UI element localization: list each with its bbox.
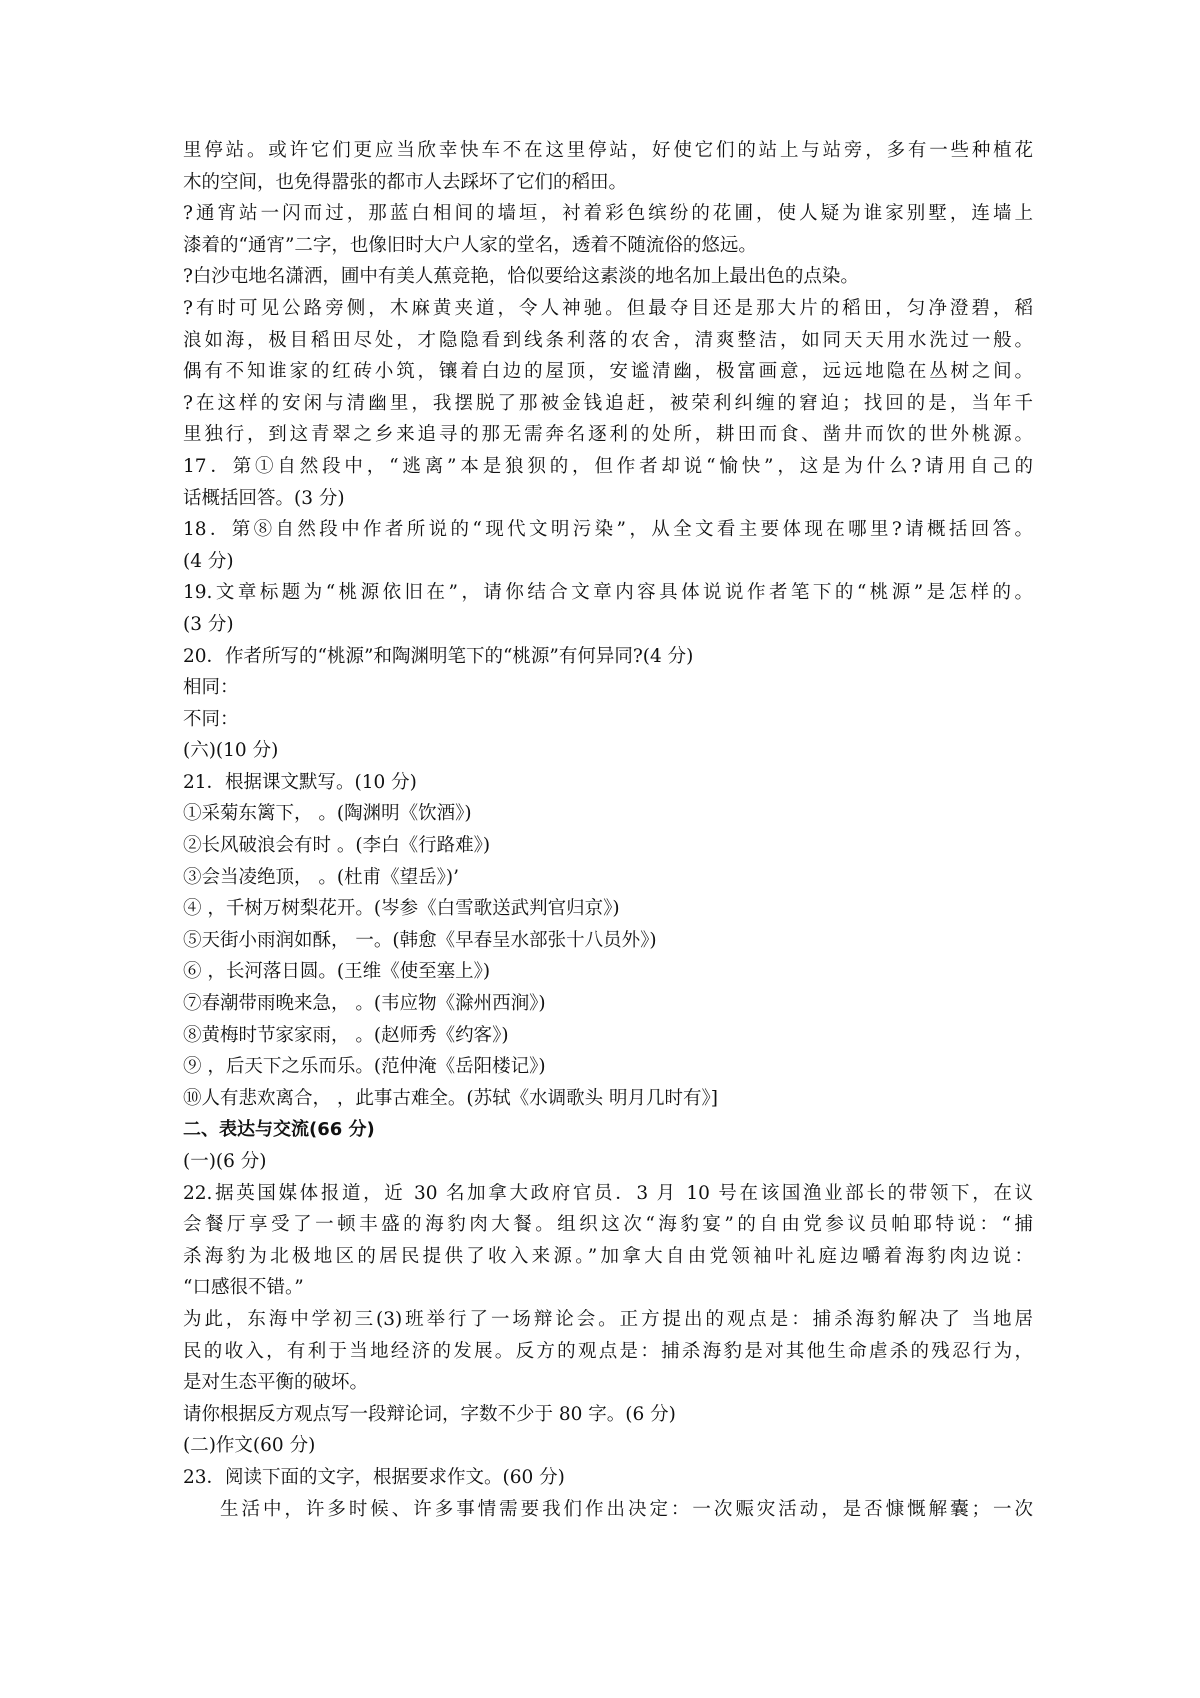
text-line: 木的空间，也免得嚣张的都市人去踩坏了它们的稻田。 bbox=[183, 171, 628, 193]
text-line: ?通宵站一闪而过，那蓝白相间的墙垣，衬着彩色缤纷的花圃，使人疑为谁家别墅，连墙上 bbox=[183, 203, 1033, 225]
text-line: ?有时可见公路旁侧，木麻黄夹道，令人神驰。但最夺目还是那大片的稻田，匀净澄碧，稻 bbox=[183, 297, 1033, 319]
text-line: (4 分) bbox=[183, 550, 234, 572]
recitation-item: ⑤天街小雨润如酥， 一。(韩愈《早春呈水部张十八员外》) bbox=[183, 929, 657, 951]
recitation-item: ⑧黄梅时节家家雨， 。(赵师秀《约客》) bbox=[183, 1024, 509, 1046]
question-23: 23．阅读下面的文字，根据要求作文。(60 分) bbox=[183, 1466, 565, 1488]
recitation-item: ⑦春潮带雨晚来急， 。(韦应物《滁州西涧》) bbox=[183, 993, 546, 1015]
recitation-item: ①采菊东篱下， 。(陶渊明《饮酒》) bbox=[183, 803, 472, 825]
text-line: 里停站。或许它们更应当欣幸快车不在这里停站，好使它们的站上与站旁，多有一些种植花 bbox=[183, 140, 1033, 161]
section-6-heading: (六)(10 分) bbox=[183, 740, 279, 762]
document-body bbox=[183, 135, 1033, 1525]
question-21: 21．根据课文默写。(10 分) bbox=[183, 771, 417, 793]
document-page bbox=[183, 135, 1033, 1525]
text-line: 偶有不知谁家的红砖小筑，镶着白边的屋顶，安谧清幽，极富画意，远远地隐在丛树之间。 bbox=[183, 361, 1033, 383]
text-line: 里独行，到这青翠之乡来追寻的那无需奔名逐利的处所，耕田而食、凿井而饮的世外桃源。 bbox=[183, 424, 1033, 446]
text-line: ?白沙屯地名潇洒，圃中有美人蕉竞艳，恰似要给这素淡的地名加上最出色的点染。 bbox=[183, 266, 859, 288]
question-18: 18．第⑧自然段中作者所说的“现代文明污染”，从全文看主要体现在哪里?请概括回答。 bbox=[183, 519, 1033, 541]
text-line: 民的收入，有利于当地经济的发展。反方的观点是：捕杀海豹是对其他生命虐杀的残忍行为， bbox=[183, 1340, 1033, 1362]
text-line: 为此，东海中学初三(3)班举行了一场辩论会。正方提出的观点是：捕杀海豹解决了 当地居 bbox=[183, 1308, 1033, 1330]
text-line: 会餐厅享受了一顿丰盛的海豹肉大餐。组织这次“海豹宴”的自由党参议员帕耶特说：“捕 bbox=[183, 1214, 1033, 1236]
part-2-heading: 二、表达与交流(66 分) bbox=[183, 1119, 375, 1141]
section-2-heading: (二)作文(60 分) bbox=[183, 1435, 316, 1457]
question-20: 20．作者所写的“桃源”和陶渊明笔下的“桃源”有何异同?(4 分) bbox=[183, 645, 694, 667]
recitation-item: ②长风破浪会有时 。(李白《行路难》) bbox=[183, 835, 491, 857]
answer-diff-label: 不同： bbox=[183, 708, 239, 730]
text-line: (3 分) bbox=[183, 613, 234, 635]
text-line: 请你根据反方观点写一段辩论词，字数不少于 80 字。(6 分) bbox=[183, 1403, 676, 1425]
section-1-heading: (一)(6 分) bbox=[183, 1151, 267, 1172]
recitation-item: ⑥ ，长河落日圆。(王维《使至塞上》) bbox=[183, 961, 491, 983]
recitation-item: ③会当凌绝顶， 。(杜甫《望岳》)’ bbox=[183, 866, 459, 888]
recitation-item: ④ ，千树万树梨花开。(岑参《白雪歌送武判官归京》) bbox=[183, 898, 620, 920]
recitation-item: ⑨ ，后天下之乐而乐。(范仲淹《岳阳楼记》) bbox=[183, 1056, 546, 1078]
text-line: “口感很不错。” bbox=[183, 1277, 304, 1299]
text-line: ?在这样的安闲与清幽里，我摆脱了那被金钱追赶，被荣利纠缠的窘迫；找回的是，当年千 bbox=[183, 392, 1033, 414]
answer-same-label: 相同： bbox=[183, 677, 239, 699]
text-line: 话概括回答。(3 分) bbox=[183, 487, 345, 509]
text-line: 浪如海，极目稻田尽处，才隐隐看到线条利落的农舍，清爽整洁，如同天天用水洗过一般。 bbox=[183, 329, 1033, 351]
text-line: 是对生态平衡的破坏。 bbox=[183, 1372, 369, 1394]
text-line: 漆着的“通宵”二字，也像旧时大户人家的堂名，透着不随流俗的悠远。 bbox=[183, 234, 757, 256]
question-17: 17．第①自然段中，“逃离”本是狼狈的，但作者却说“愉快”，这是为什么?请用自己的 bbox=[183, 455, 1033, 477]
question-22: 22.据英国媒体报道，近 30 名加拿大政府官员．3 月 10 号在该国渔业部长的带领下，在议 bbox=[183, 1182, 1033, 1204]
text-line: 杀海豹为北极地区的居民提供了收入来源。”加拿大自由党领袖叶礼庭边嚼着海豹肉边说： bbox=[183, 1245, 1033, 1267]
question-19: 19.文章标题为“桃源依旧在”，请你结合文章内容具体说说作者笔下的“桃源”是怎样的。 bbox=[183, 582, 1033, 604]
recitation-item: ⑩人有悲欢离合， ，此事古难全。(苏轼《水调歌头 明月几时有》] bbox=[183, 1087, 718, 1109]
text-line: 生活中，许多时候、许多事情需要我们作出决定：一次赈灾活动，是否慷慨解囊；一次 bbox=[220, 1498, 1033, 1520]
